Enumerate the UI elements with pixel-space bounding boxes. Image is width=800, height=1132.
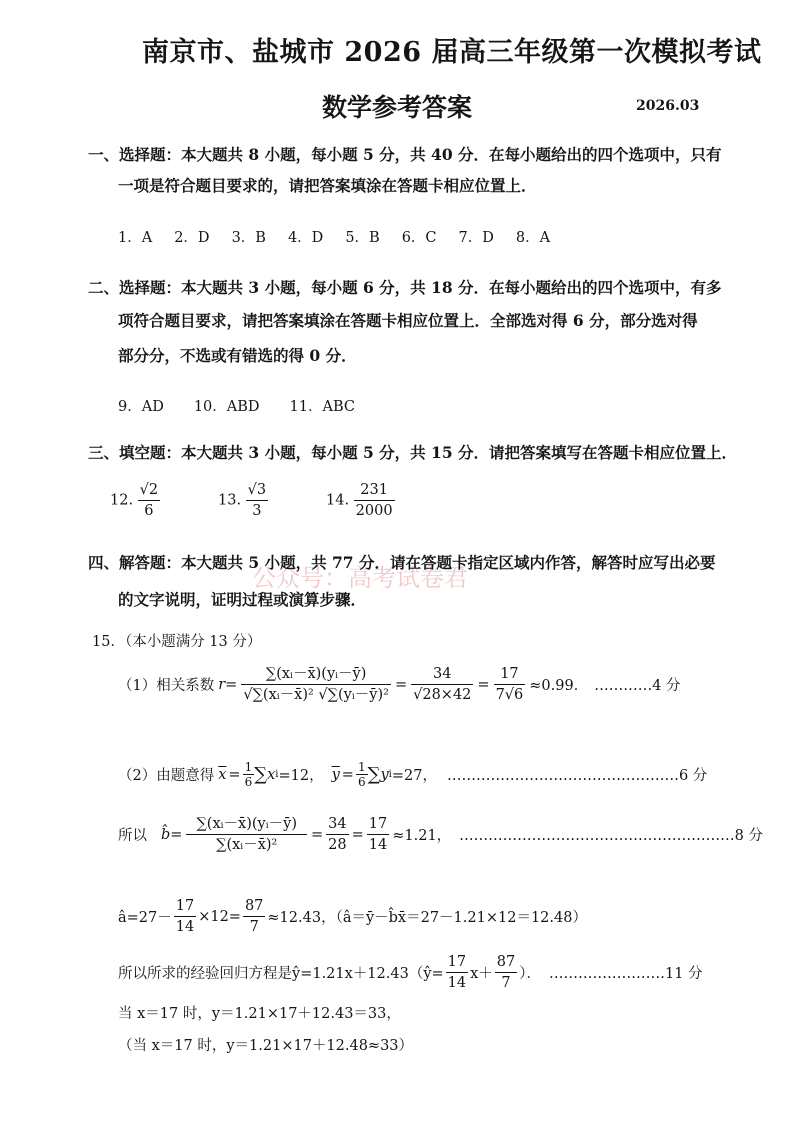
reg-mid: x＋ bbox=[470, 966, 493, 982]
r-symbol: r bbox=[218, 676, 226, 693]
section4-instruction-line2: 的文字说明，证明过程或演算步骤． bbox=[118, 590, 367, 609]
fraction-denominator: 7 bbox=[501, 975, 511, 991]
r-numerator: ∑(xᵢ－x̄)(yᵢ－ȳ) bbox=[241, 664, 391, 685]
answer-item: 3．B bbox=[231, 230, 266, 246]
fraction-numerator: 17 bbox=[174, 896, 196, 917]
b-label: 所以 bbox=[118, 828, 147, 844]
q15-prediction: 当 x＝17 时，y＝1.21×17＋12.43＝33， bbox=[118, 1006, 401, 1022]
answer-key-subtitle: 数学参考答案 bbox=[322, 93, 473, 122]
fraction-numerator: √2 bbox=[138, 480, 160, 501]
exam-date: 2026.03 bbox=[636, 98, 700, 114]
fraction-numerator: 34 bbox=[326, 814, 348, 835]
answer-item: 5．B bbox=[345, 230, 380, 246]
fraction-numerator: 34 bbox=[411, 664, 473, 685]
r-denominator: √∑(xᵢ－x̄)² √∑(yᵢ－ȳ)² bbox=[243, 687, 389, 703]
q15-part2-means: （2）由题意得 $\overline{x}$ = $\frac{1}{6}$ ∑ x i =12， $\overline{y}$ = $\frac{1}{6}$ ∑ y i =27， …………………………………………6 分 bbox=[118, 760, 708, 789]
fraction-denominator: 2000 bbox=[355, 503, 393, 519]
sum-symbol: ∑ bbox=[367, 764, 381, 785]
answer-item: 10．ABD bbox=[193, 399, 260, 415]
fraction-denominator: 14 bbox=[447, 975, 467, 991]
answer-item: 8．A bbox=[515, 230, 551, 246]
fraction-denominator: 6 bbox=[144, 503, 154, 519]
answer-13 bbox=[218, 480, 268, 521]
b-hat-symbol: b̂ bbox=[161, 826, 171, 843]
score-marker: …………………………………………6 分 bbox=[446, 768, 708, 784]
section1-instruction-line1: 一、选择题：本大题共 8 小题，每小题 5 分，共 40 分．在每小题给出的四个选项中，只有 bbox=[88, 145, 722, 164]
section2-answers bbox=[118, 395, 355, 416]
answer-item: 11．ABC bbox=[289, 399, 355, 415]
x-bar: $\overline{x}$ bbox=[218, 766, 227, 783]
r-result: ≈0.99． bbox=[529, 678, 589, 694]
answer-item: 4．D bbox=[287, 230, 324, 246]
equals-sign: = bbox=[394, 676, 408, 693]
answer-label: 13. bbox=[218, 492, 242, 509]
q15-a-hat bbox=[118, 896, 587, 937]
answer-label: 12. bbox=[110, 492, 134, 509]
b-numerator: ∑(xᵢ－x̄)(yᵢ－ȳ) bbox=[186, 814, 307, 835]
watermark: 公众号：高考试卷君 bbox=[252, 564, 468, 592]
x-bar-value: =12， bbox=[278, 768, 324, 784]
answer-item: 6．C bbox=[401, 230, 437, 246]
fraction-denominator: 28 bbox=[328, 837, 347, 853]
fraction-denominator: 3 bbox=[252, 503, 262, 519]
reg-post: ）． bbox=[519, 966, 541, 982]
equals-sign: = bbox=[225, 676, 238, 693]
reg-pre: 所以所求的经验回归方程是ŷ=1.21x＋12.43（ŷ= bbox=[118, 966, 444, 982]
q15-b-hat: 所以 b̂ = $\frac{\text{∑(xᵢ－x̄)(yᵢ－ȳ)}}{\text{∑(xᵢ－x̄)²}}$ = $\frac{34}{28}$ = $\frac{17}{14}$ ≈1.21， …………………………………………………8 分 bbox=[118, 816, 764, 853]
fraction-denominator: 14 bbox=[368, 837, 388, 853]
sum-symbol: ∑ bbox=[254, 764, 268, 785]
score-marker: ……………………11 分 bbox=[549, 966, 703, 982]
q15-prediction-alt: （当 x＝17 时，y＝1.21×17＋12.48≈33） bbox=[118, 1038, 414, 1054]
q15-regression bbox=[118, 952, 703, 993]
y-bar-value: =27， bbox=[391, 768, 437, 784]
fraction-numerator: 87 bbox=[243, 896, 265, 917]
fraction-numerator: 231 bbox=[354, 480, 395, 501]
section1-answers bbox=[118, 226, 550, 247]
b-result: ≈1.21， bbox=[392, 828, 452, 844]
answer-12 bbox=[110, 480, 160, 521]
q15-heading: 15．（本小题满分 13 分） bbox=[92, 634, 262, 650]
b-denominator: ∑(xᵢ－x̄)² bbox=[216, 837, 278, 853]
section2-instruction-line2: 项符合题目要求，请把答案填涂在答题卡相应位置上．全部选对得 6 分，部分选对得 bbox=[118, 311, 698, 330]
answer-item: 1．A bbox=[118, 230, 153, 246]
a-line-post: ≈12.43，（â＝ȳ－b̂x̄＝27－1.21×12＝12.48） bbox=[267, 910, 587, 926]
part2-label: （2）由题意得 bbox=[118, 768, 215, 784]
fraction-numerator: 17 bbox=[367, 814, 389, 835]
fraction-numerator: 17 bbox=[446, 952, 468, 973]
equals-sign: = bbox=[477, 676, 490, 693]
section4-instruction-line1: 四、解答题：本大题共 5 小题，共 77 分．请在答题卡指定区域内作答，解答时应写出必要 bbox=[88, 553, 716, 572]
fraction-denominator: 7√6 bbox=[495, 687, 524, 703]
exam-title: 南京市、盐城市 2026 届高三年级第一次模拟考试 bbox=[142, 37, 762, 68]
section2-instruction-line3: 部分分，不选或有错选的得 0 分． bbox=[118, 346, 357, 365]
section2-instruction-line1: 二、选择题：本大题共 3 小题，每小题 6 分，共 18 分．在每小题给出的四个选项中，有多 bbox=[88, 278, 722, 297]
fraction-numerator: √3 bbox=[246, 480, 268, 501]
fraction-numerator: 17 bbox=[494, 664, 526, 685]
fraction-numerator: 87 bbox=[495, 952, 517, 973]
q15-part1 bbox=[118, 664, 681, 705]
score-marker: …………4 分 bbox=[594, 678, 681, 694]
section3-instruction: 三、填空题：本大题共 3 小题，每小题 5 分，共 15 分．请把答案填写在答题卡相应位置上． bbox=[88, 443, 738, 462]
fraction-denominator: 7 bbox=[249, 919, 259, 935]
fraction-denominator: √28×42 bbox=[413, 687, 472, 703]
score-marker: …………………………………………………8 分 bbox=[459, 828, 764, 844]
y-bar: $\overline{y}$ bbox=[331, 766, 340, 783]
fraction-denominator: 14 bbox=[175, 919, 195, 935]
part1-label: （1）相关系数 bbox=[118, 678, 215, 694]
answer-item: 9．AD bbox=[118, 399, 164, 415]
a-line-mid: ×12= bbox=[198, 908, 241, 925]
answer-item: 7．D bbox=[458, 230, 494, 246]
answer-14 bbox=[326, 480, 395, 521]
answer-label: 14. bbox=[326, 492, 350, 509]
section1-instruction-line2: 一项是符合题目要求的，请把答案填涂在答题卡相应位置上． bbox=[118, 176, 537, 195]
a-line-pre: â=27－ bbox=[118, 910, 172, 926]
answer-item: 2．D bbox=[174, 230, 210, 246]
